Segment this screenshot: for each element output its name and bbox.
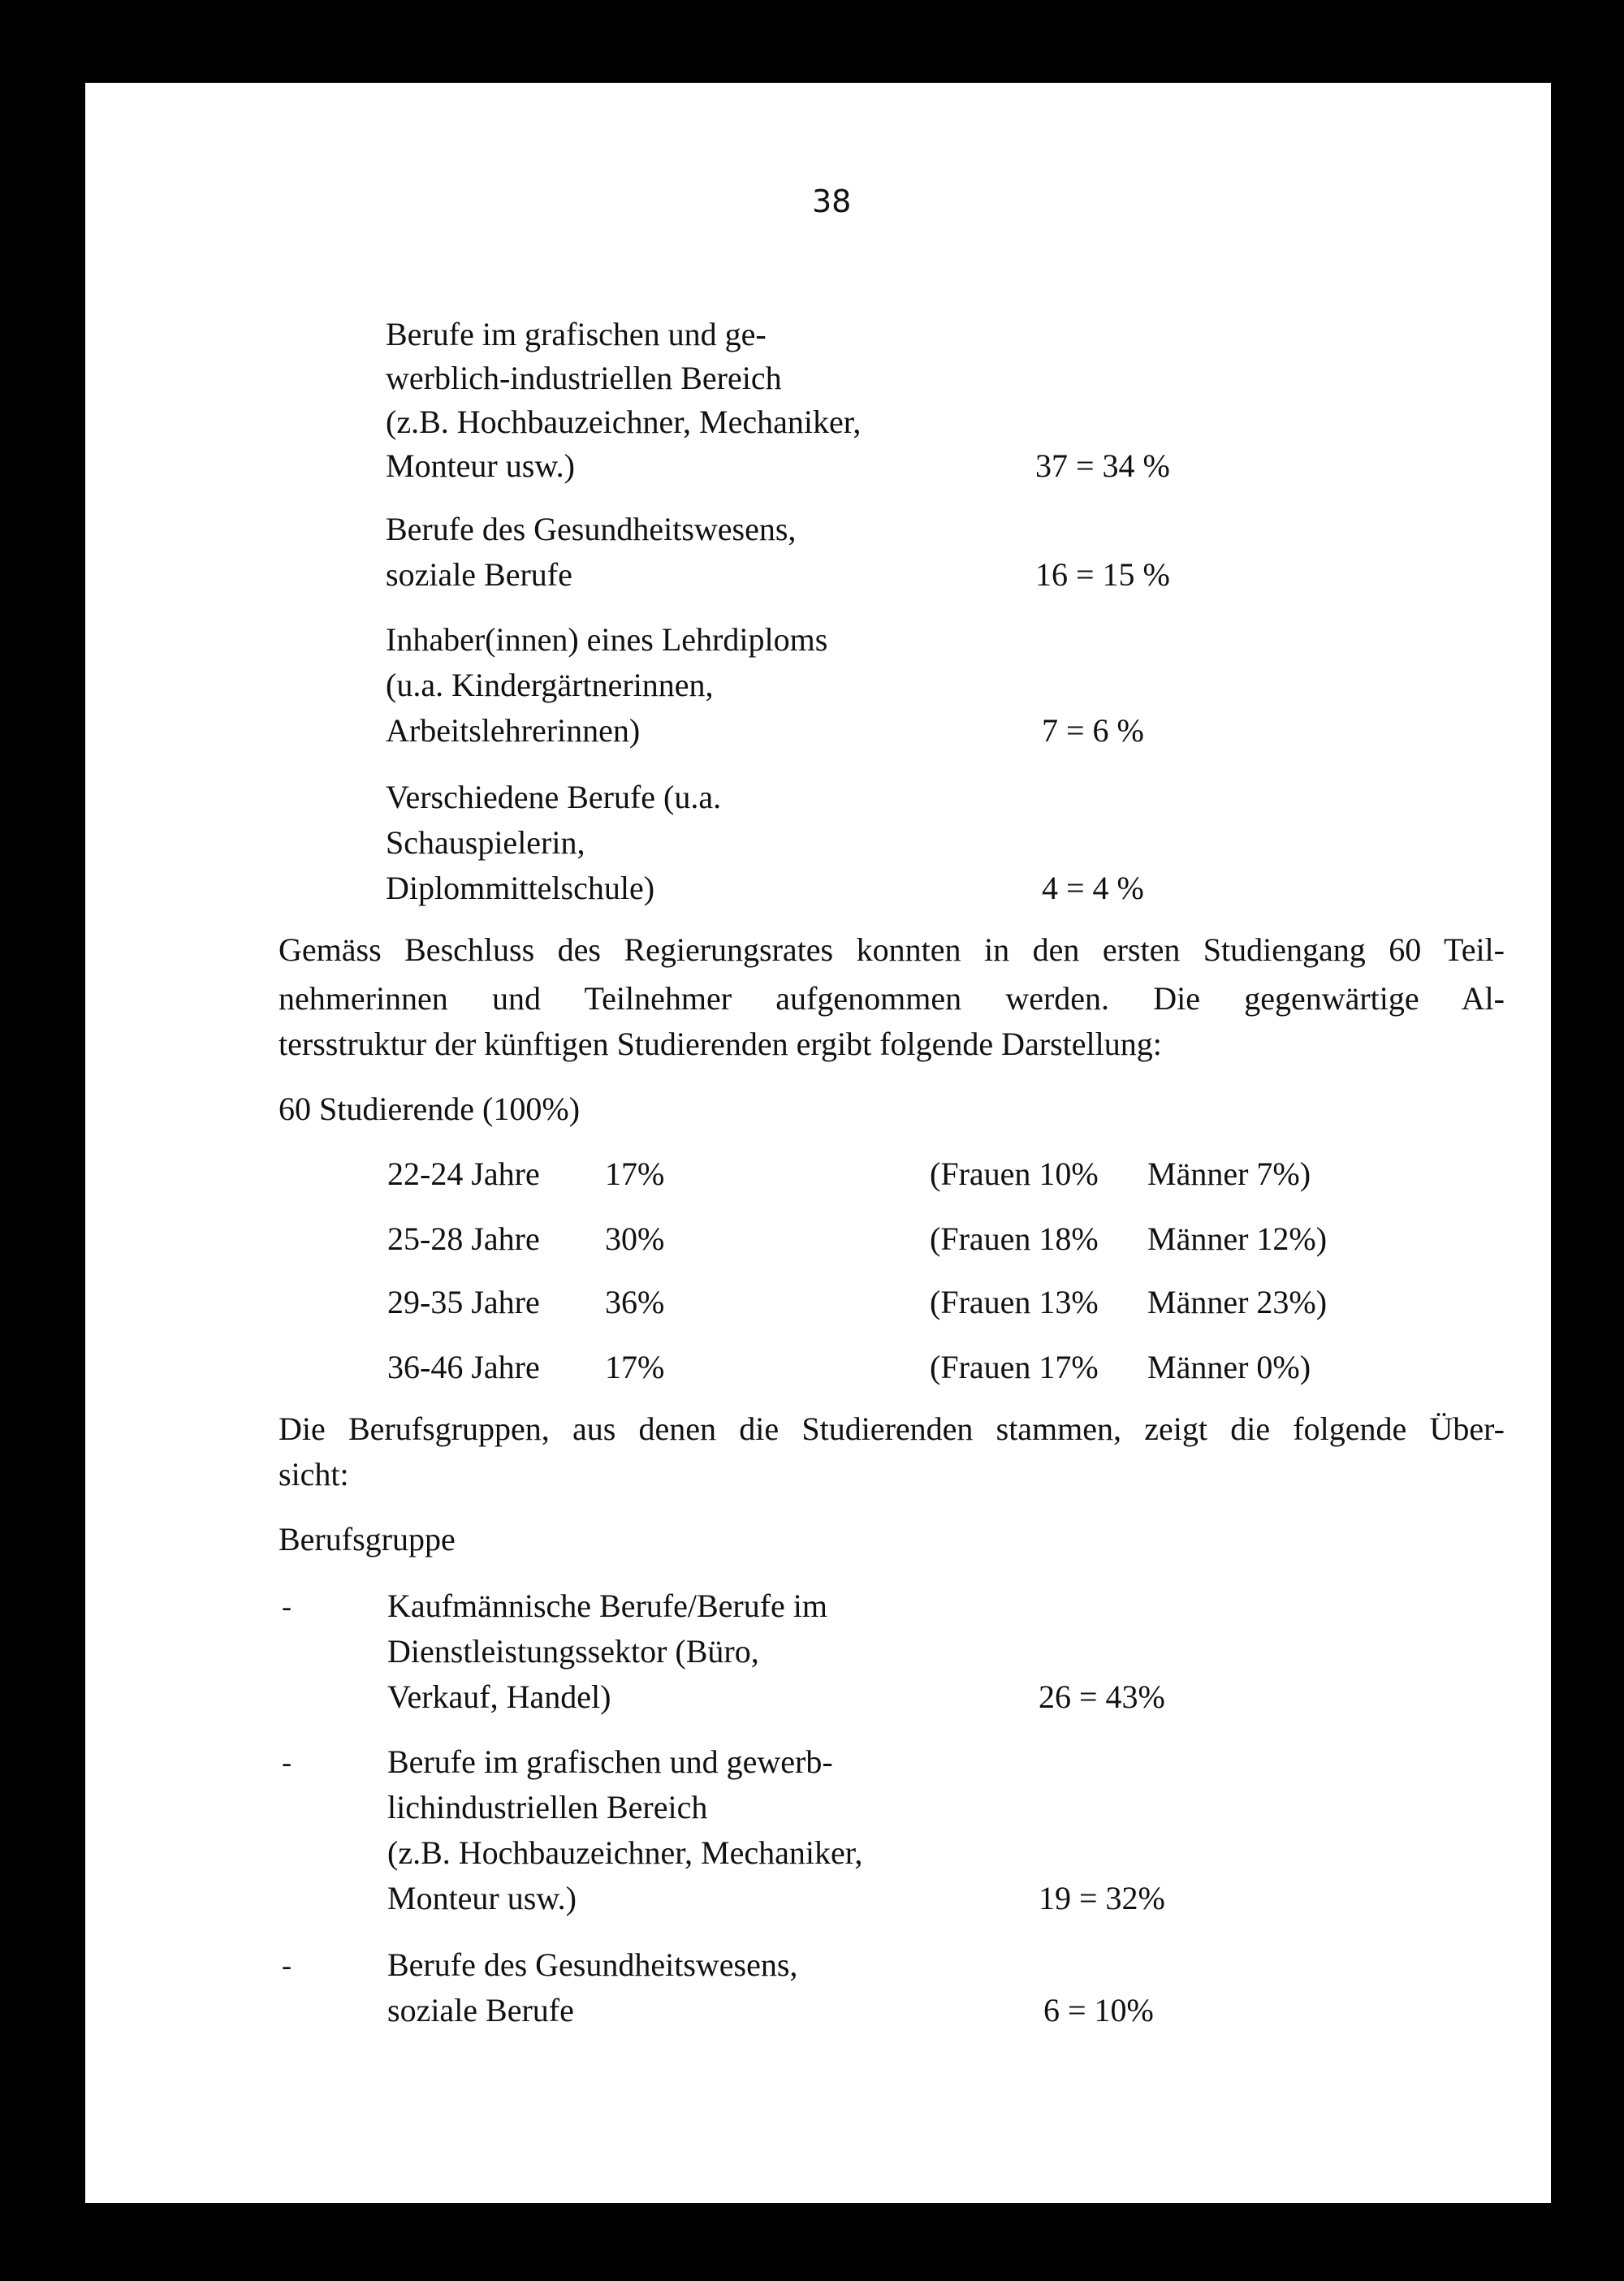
top-group-4-line-2: Schauspielerin, bbox=[386, 824, 585, 861]
age-row-2-pct: 30% bbox=[605, 1220, 665, 1257]
paragraph-1-line-2: nehmerinnen und Teilnehmer aufgenommen werden. Die gegenwärtige Al- bbox=[279, 980, 1505, 1017]
bottom-group-1-bullet: - bbox=[282, 1590, 292, 1622]
age-row-1-pct: 17% bbox=[605, 1156, 665, 1192]
age-row-4-pct: 17% bbox=[605, 1349, 665, 1385]
age-row-3-men: Männer 23%) bbox=[1147, 1284, 1328, 1320]
top-group-3-line-3: Arbeitslehrerinnen) bbox=[386, 712, 641, 749]
bottom-group-3-bullet: - bbox=[282, 1949, 292, 1981]
age-row-1-men: Männer 7%) bbox=[1147, 1156, 1311, 1192]
top-group-2-value: 16 = 15 % bbox=[1035, 556, 1170, 593]
bottom-group-2-value: 19 = 32% bbox=[1039, 1880, 1165, 1916]
bottom-group-2-line-4: Monteur usw.) bbox=[387, 1880, 577, 1916]
bottom-group-2-line-1: Berufe im grafischen und gewerb- bbox=[387, 1743, 833, 1780]
top-group-4-line-3: Diplommittelschule) bbox=[386, 870, 655, 906]
age-row-4-range: 36-46 Jahre bbox=[387, 1349, 540, 1385]
top-group-1-line-3: (z.B. Hochbauzeichner, Mechaniker, bbox=[386, 404, 862, 440]
bottom-group-1-line-3: Verkauf, Handel) bbox=[387, 1678, 611, 1715]
paragraph-1-line-3: tersstruktur der künftigen Studierenden ergibt folgende Darstellung: bbox=[279, 1026, 1162, 1062]
top-group-3-line-1: Inhaber(innen) eines Lehrdiploms bbox=[386, 621, 828, 658]
bottom-group-1-value: 26 = 43% bbox=[1039, 1678, 1165, 1715]
age-row-3-pct: 36% bbox=[605, 1284, 665, 1320]
bottom-group-3-value: 6 = 10% bbox=[1043, 1992, 1154, 2028]
top-group-2-line-1: Berufe des Gesundheitswesens, bbox=[386, 511, 797, 547]
document-page bbox=[85, 83, 1551, 2203]
age-row-2-men: Männer 12%) bbox=[1147, 1220, 1328, 1257]
bottom-group-2-line-3: (z.B. Hochbauzeichner, Mechaniker, bbox=[387, 1834, 863, 1871]
bottom-group-1-line-2: Dienstleistungssektor (Büro, bbox=[387, 1633, 759, 1670]
paragraph-2-line-2: sicht: bbox=[279, 1456, 349, 1493]
age-row-2-women: (Frauen 18% bbox=[930, 1220, 1099, 1257]
top-group-4-value: 4 = 4 % bbox=[1042, 870, 1144, 906]
age-row-4-men: Männer 0%) bbox=[1147, 1349, 1311, 1385]
group-heading: Berufsgruppe bbox=[279, 1521, 456, 1557]
total-line: 60 Studierende (100%) bbox=[279, 1091, 581, 1127]
top-group-1-line-4: Monteur usw.) bbox=[386, 447, 575, 484]
top-group-3-value: 7 = 6 % bbox=[1042, 712, 1144, 749]
top-group-3-line-2: (u.a. Kindergärtnerinnen, bbox=[386, 667, 714, 703]
bottom-group-3-line-2: soziale Berufe bbox=[387, 1992, 574, 2028]
age-row-1-range: 22-24 Jahre bbox=[387, 1156, 540, 1192]
age-row-1-women: (Frauen 10% bbox=[930, 1156, 1099, 1192]
paragraph-1-line-1: Gemäss Beschluss des Regierungsrates konnten in den ersten Studiengang 60 Teil- bbox=[279, 931, 1505, 968]
age-row-2-range: 25-28 Jahre bbox=[387, 1220, 540, 1257]
age-row-3-range: 29-35 Jahre bbox=[387, 1284, 540, 1320]
top-group-1-line-1: Berufe im grafischen und ge- bbox=[386, 316, 767, 352]
top-group-2-line-2: soziale Berufe bbox=[386, 556, 572, 593]
bottom-group-2-line-2: lichindustriellen Bereich bbox=[387, 1789, 708, 1825]
bottom-group-1-line-1: Kaufmännische Berufe/Berufe im bbox=[387, 1588, 828, 1624]
age-row-3-women: (Frauen 13% bbox=[930, 1284, 1099, 1320]
bottom-group-2-bullet: - bbox=[282, 1746, 292, 1778]
top-group-4-line-1: Verschiedene Berufe (u.a. bbox=[386, 779, 722, 815]
page-number: 38 bbox=[812, 184, 852, 219]
age-row-4-women: (Frauen 17% bbox=[930, 1349, 1099, 1385]
top-group-1-value: 37 = 34 % bbox=[1035, 447, 1170, 484]
top-group-1-line-2: werblich-industriellen Bereich bbox=[386, 360, 782, 396]
paragraph-2-line-1: Die Berufsgruppen, aus denen die Studierenden stammen, zeigt die folgende Über- bbox=[279, 1411, 1505, 1447]
bottom-group-3-line-1: Berufe des Gesundheitswesens, bbox=[387, 1946, 798, 1983]
